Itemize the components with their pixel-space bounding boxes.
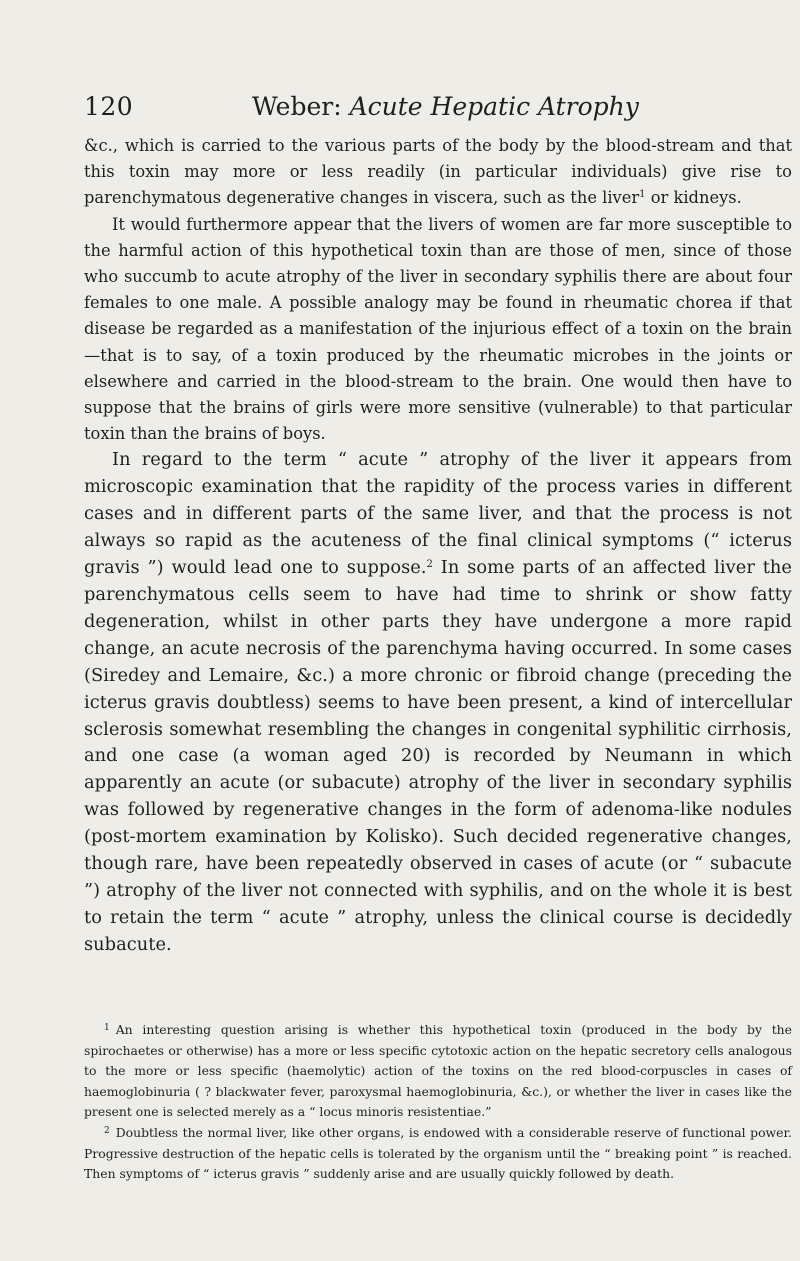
paragraph-3-text: In regard to the term “ acute ” atrophy of the liver it appears from microscopic examination that the rapidity of the process varies in different cases and in different parts of the same liver, and that the process is not always so rapid as the acuteness of the final clinical symptoms (“ icterus gravis ”) would lead one to suppose. bbox=[84, 449, 792, 579]
footnote-ref-1: 1 bbox=[639, 189, 646, 201]
paragraph-1-text: &c., which is carried to the various parts of the body by the blood-stream and that this toxin may more or less readily (in particular individuals) give rise to parenchymatous degenerative changes in viscera, such as the liver bbox=[84, 136, 792, 208]
footnotes bbox=[84, 1020, 792, 1185]
footnote-ref-2: 2 bbox=[426, 559, 433, 571]
running-title bbox=[252, 92, 639, 121]
running-title-subject: Acute Hepatic Atrophy bbox=[349, 92, 639, 121]
footnote-1 bbox=[84, 1020, 792, 1123]
running-title-author: Weber: bbox=[252, 92, 342, 121]
paragraph-2: It would furthermore appear that the livers of women are far more susceptible to the harmful action of this hypothetical toxin than are those of men, since of those who succumb to acute atrophy of the liver in secondary syphilis there are about four females to one male. A possible analogy may be found in rheumatic chorea if that disease be regarded as a manifestation of the injurious effect of a toxin on the brain—that is to say, of a toxin produced by the rheumatic microbes in the joints or elsewhere and carried in the blood-stream to the brain. One would then have to suppose that the brains of girls were more sensitive (vulnerable) to that particular toxin than the brains of boys. bbox=[84, 214, 792, 444]
running-header bbox=[84, 92, 724, 126]
paragraph-1-text-end: or kidneys. bbox=[645, 188, 742, 208]
main-text bbox=[84, 133, 792, 959]
paragraph-3-text-end: In some parts of an affected liver the parenchymatous cells seem to have had time to shrink or show fatty degeneration, whilst in other parts they have undergone a more rapid change, an acute necrosis of the parenchyma having occurred. In some cases (Siredey and Lemaire, &c.) a more chronic or fibroid change (preceding the icterus gravis doubtless) seems to have been present, a kind of intercellular sclerosis somewhat resembling the changes in congenital syphilitic cirrhosis, and one case (a woman aged 20) is recorded by Neumann in which apparently an acute (or subacute) atrophy of the liver in secondary syphilis was followed by regenerative changes in the form of adenoma-like nodules (post-mortem examination by Kolisko). Such decided regenerative changes, though rare, have been repeatedly observed in cases of acute (or “ subacute ”) atrophy of the liver not connected with syphilis, and on the whole it is best to retain the term “ acute ” atrophy, unless the clinical course is decidedly subacute. bbox=[84, 557, 792, 955]
footnote-mark: 2 bbox=[104, 1125, 110, 1136]
footnote-2 bbox=[84, 1123, 792, 1185]
footnote-text: An interesting question arising is whether this hypothetical toxin (produced in the body by the spirochaetes or otherwise) has a more or less specific cytotoxic action on the hepatic secretory cells analogous to the more or less specific (haemolytic) action of the toxins on the red blood-corpuscles in cases of haemoglobinuria ( ? blackwater fever, paroxysmal haemoglobinuria, &c.), or whether the liver in cases like the present one is selected merely as a “ locus minoris resistentiae.” bbox=[84, 1022, 792, 1120]
footnote-text: Doubtless the normal liver, like other organs, is endowed with a considerable reserve of functional power. Progressive destruction of the hepatic cells is tolerated by the organism until the “ breaking point ” is reached. Then symptoms of “ icterus gravis ” suddenly arise and are usually quickly followed by death. bbox=[84, 1124, 792, 1182]
paragraph-1 bbox=[84, 133, 792, 212]
paragraph-3 bbox=[84, 447, 792, 958]
footnote-mark: 1 bbox=[104, 1023, 110, 1033]
page-number: 120 bbox=[84, 92, 134, 121]
